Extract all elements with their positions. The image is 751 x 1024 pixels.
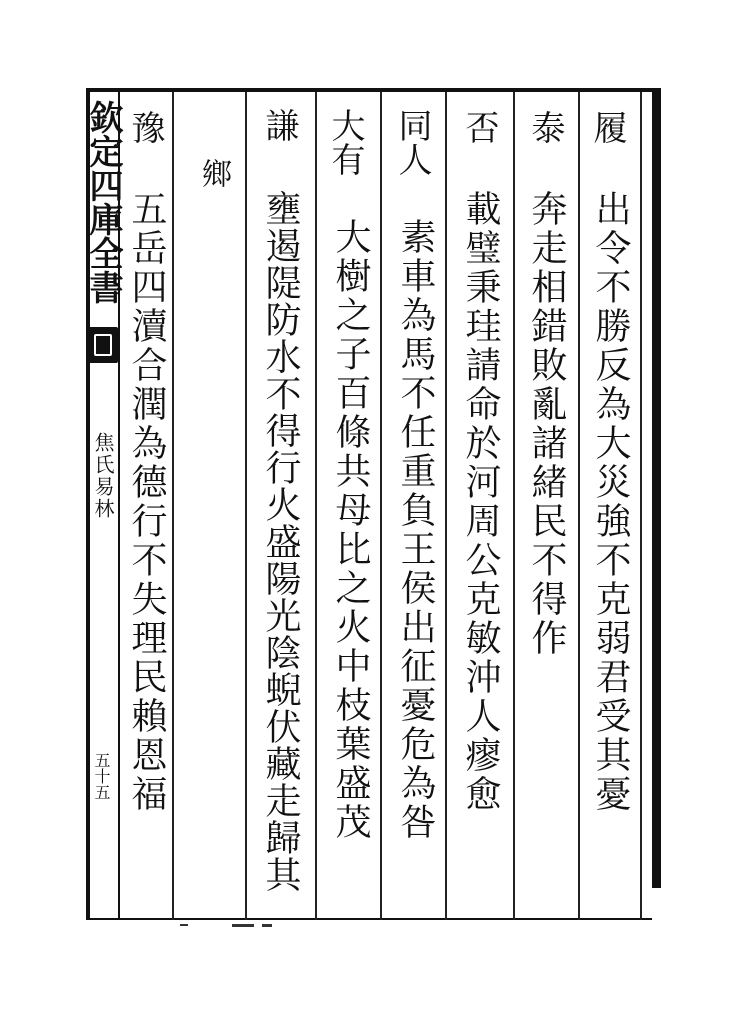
column-divider	[513, 92, 515, 920]
verse-text: 大樹之子百條共母比之火中枝葉盛茂	[330, 218, 371, 842]
page-number: 五十五	[92, 752, 111, 800]
hexagram-heading: 豫	[125, 110, 165, 144]
section-title: 焦氏易林	[91, 432, 115, 520]
verse-text: 壅遏隄防水不得行火盛陽光陰蜺伏藏走歸其	[260, 190, 301, 893]
hexagram-heading: 泰	[525, 110, 565, 144]
frame-right-border	[652, 88, 661, 888]
column-divider	[315, 92, 317, 920]
hexagram-heading: 謙	[259, 108, 299, 142]
column-divider	[445, 92, 447, 920]
scan-speck	[232, 924, 254, 927]
column-divider	[380, 92, 382, 920]
column-divider	[172, 92, 174, 920]
verse-text: 五岳四瀆合潤為德行不失理民賴恩福	[126, 190, 167, 814]
fish-tail-mark-inner	[94, 334, 112, 356]
verse-text: 素車為馬不任重負王侯出征憂危為咎	[395, 218, 436, 842]
hexagram-heading: 否	[459, 110, 499, 144]
verse-text: 載璧秉珪請命於河周公克敏沖人瘳愈	[460, 190, 501, 814]
column-divider	[640, 92, 642, 920]
hexagram-heading: 大有	[325, 108, 365, 176]
verse-continuation: 鄉	[196, 158, 231, 188]
verse-text: 奔走相錯敗亂諸緒民不得作	[526, 190, 567, 658]
verse-text: 出令不勝反為大災強不克弱君受其憂	[590, 190, 631, 814]
hexagram-heading: 同人	[392, 108, 432, 176]
scan-speck	[180, 924, 188, 926]
hexagram-heading: 履	[587, 110, 627, 144]
book-title: 欽定四庫全書	[83, 100, 123, 304]
scan-speck	[262, 924, 272, 927]
column-divider	[578, 92, 580, 920]
column-divider	[245, 92, 247, 920]
